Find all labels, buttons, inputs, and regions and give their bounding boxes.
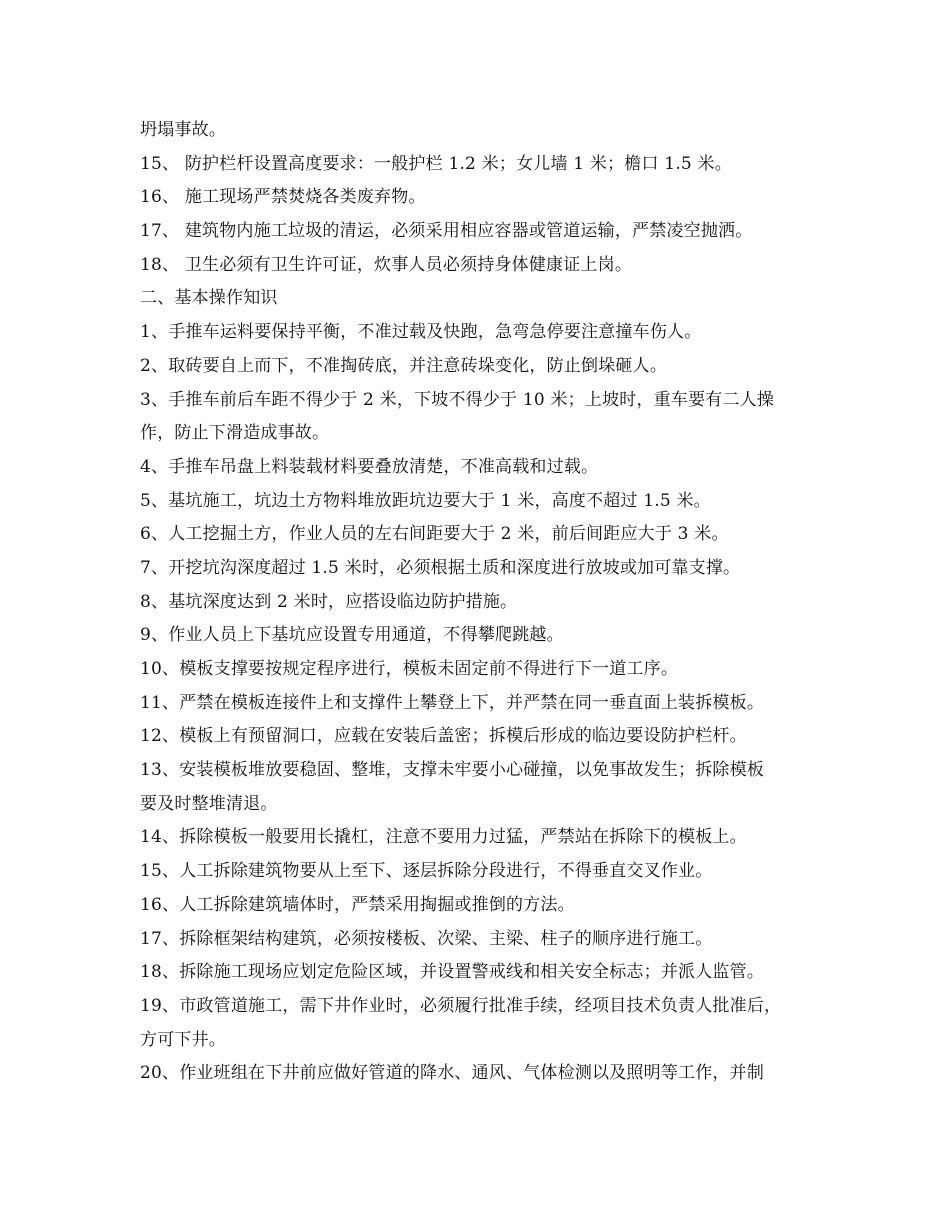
text-line: 15、人工拆除建筑物要从上至下、逐层拆除分段进行，不得垂直交叉作业。 [140,861,713,882]
text-line: 方可下井。 [140,1029,226,1050]
text-line: 5、基坑施工，坑边土方物料堆放距坑边要大于 1 米，高度不超过 1.5 米。 [140,490,711,511]
text-line: 9、作业人员上下基坑应设置专用通道，不得攀爬跳越。 [140,625,564,646]
text-line: 11、严禁在模板连接件上和支撑件上攀登上下，并严禁在同一垂直面上装拆模板。 [140,692,765,713]
document-body [140,114,840,1091]
text-line: 15、 防护栏杆设置高度要求：一般护栏 1.2 米；女儿墙 1 米；檐口 1.5 米。 [140,153,732,174]
text-line: 12、模板上有预留洞口，应载在安装后盖密；拆模后形成的临边要设防护栏杆。 [140,726,747,747]
text-line: 19、市政管道施工，需下井作业时，必须履行批准手续，经项目技术负责人批准后， [140,995,782,1016]
text-line: 7、开挖坑沟深度超过 1.5 米时，必须根据土质和深度进行放坡或加可靠支撑。 [140,557,741,578]
text-line: 17、 建筑物内施工垃圾的清运，必须采用相应容器或管道运输，严禁凌空抛洒。 [140,221,753,242]
text-line: 要及时整堆清退。 [140,793,278,814]
text-line: 18、 卫生必须有卫生许可证，炊事人员必须持身体健康证上岗。 [140,254,633,275]
text-line: 8、基坑深度达到 2 米时，应搭设临边防护措施。 [140,591,518,612]
text-line: 1、手推车运料要保持平衡，不准过载及快跑，急弯急停要注意撞车伤人。 [140,322,702,343]
text-line: 20、作业班组在下井前应做好管道的降水、通风、气体检测以及照明等工作，并制 [140,1063,765,1084]
text-line: 16、人工拆除建筑墙体时，严禁采用掏掘或推倒的方法。 [140,894,575,915]
text-line: 坍塌事故。 [140,120,226,140]
text-line: 作，防止下滑造成事故。 [140,423,330,444]
text-line: 18、拆除施工现场应划定危险区域，并设置警戒线和相关安全标志；并派人监管。 [140,962,765,983]
text-line: 6、人工挖掘土方，作业人员的左右间距要大于 2 米，前后间距应大于 3 米。 [140,524,729,545]
text-line: 3、手推车前后车距不得少于 2 米，下坡不得少于 10 米；上坡时，重车要有二人操 [140,389,775,410]
section-heading: 二、基本操作知识 [140,288,278,309]
text-line: 13、安装模板堆放要稳固、整堆，支撑未牢要小心碰撞，以免事故发生；拆除模板 [140,760,765,781]
text-line: 4、手推车吊盘上料装载材料要叠放清楚，不准高载和过载。 [140,456,599,477]
text-line: 14、拆除模板一般要用长撬杠，注意不要用力过猛，严禁站在拆除下的模板上。 [140,827,747,848]
text-line: 16、 施工现场严禁焚烧各类废弃物。 [140,187,426,208]
text-line: 10、模板支撑要按规定程序进行，模板未固定前不得进行下一道工序。 [140,659,679,679]
text-line: 17、拆除框架结构建筑，必须按楼板、次梁、主梁、柱子的顺序进行施工。 [140,928,713,949]
text-line: 2、取砖要自上而下，不准掏砖底，并注意砖垛变化，防止倒垛砸人。 [140,355,668,376]
